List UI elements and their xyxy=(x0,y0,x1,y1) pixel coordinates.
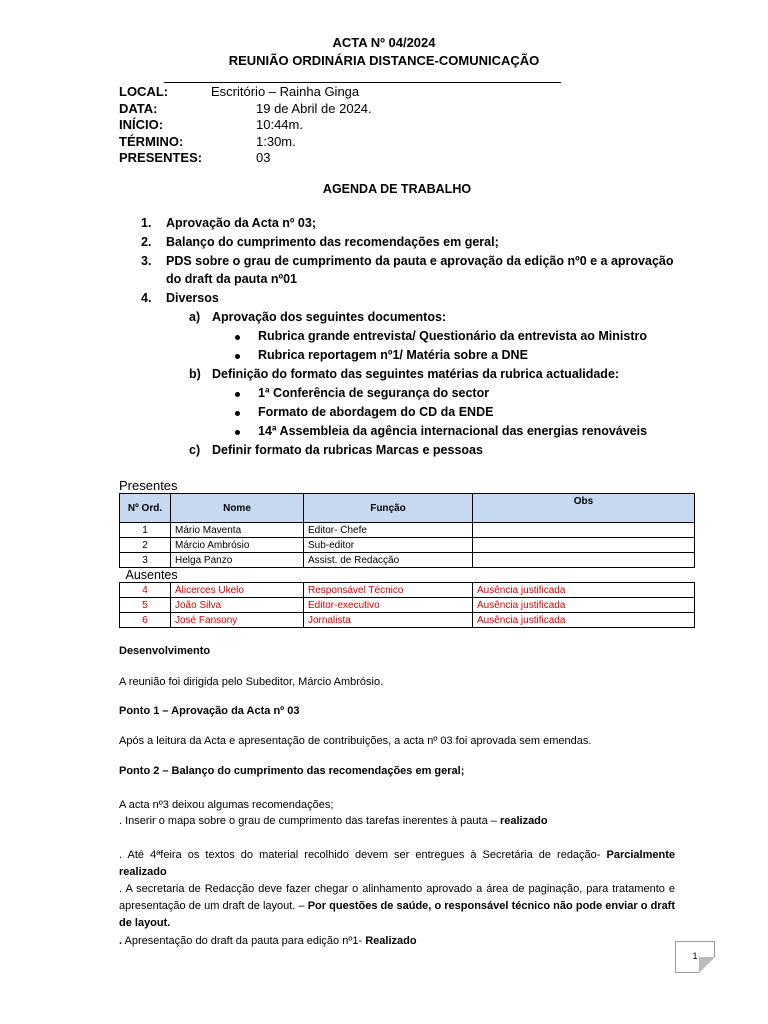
recommendation-item: . Inserir o mapa sobre o grau de cumprimento das tarefas inerentes à pauta – realizado xyxy=(119,815,548,827)
ausentes-heading-row xyxy=(120,568,695,583)
recommendation-item: . Apresentação do draft da pauta para edição nº1- Realizado xyxy=(119,935,417,947)
data-value: 19 de Abril de 2024. xyxy=(256,101,372,116)
presentes-label: PRESENTES: xyxy=(119,150,203,165)
title-divider xyxy=(164,82,561,83)
document-subtitle: REUNIÃO ORDINÁRIA DISTANCE-COMUNICAÇÃO xyxy=(228,53,540,68)
table-row: 5 João Silva Editor-executivo Ausência justificada xyxy=(120,598,695,613)
local-value: Escritório – Rainha Ginga xyxy=(211,84,360,99)
intro-paragraph: A reunião foi dirigida pelo Subeditor, Márcio Ambrósio. xyxy=(119,676,384,688)
bullet-icon xyxy=(235,354,240,359)
ausentes-heading: Ausentes xyxy=(120,568,695,583)
agenda-title: AGENDA DE TRABALHO xyxy=(322,182,472,196)
table-row: 2 Márcio Ambrósio Sub-editor xyxy=(120,538,695,553)
table-row: 1 Mário Maventa Editor- Chefe xyxy=(120,523,695,538)
inicio-label: INÍCIO: xyxy=(119,117,164,132)
header-ord: Nº Ord. xyxy=(120,494,171,523)
bullet-icon xyxy=(235,335,240,340)
attendance-table xyxy=(119,493,695,628)
page-number-badge: 1 xyxy=(675,941,715,973)
header-nome: Nome xyxy=(171,494,304,523)
ponto1-paragraph: Após a leitura da Acta e apresentação de contribuições, a acta nº 03 foi aprovada sem emendas. xyxy=(119,735,592,747)
document-page: ACTA Nº 04/2024 REUNIÃO ORDINÁRIA DISTANCE-COMUNICAÇÃO LOCAL: Escritório – Rainha Ginga DATA: 19 de Abril de 2024. INÍCIO: 10:44m. TÉRMINO: 1:30m. PRESENTES: 03 AGENDA DE TRABALHO 1. Aprovação da Acta nº 03; 2. Balanço do cumprimento das recomendações em geral; 3. PDS sobre o grau de cumprimento da pauta e aprovação da edição nº0 e a aprovação do draft da pauta nº01 4. Diversos a) Aprovação dos seguintes documentos: Rubrica grande entrevista/ Questionário da entrevista ao Ministro Rubrica reportagem nº1/ Matéria sobre a DNE b) Definição do formato das seguintes matérias da rubrica actualidade: 1ª Conferência de segurança do sector Formato de abordagem do CD da ENDE 14ª Assembleia da agência internacional das energias renováveis c) Definir formato da rubricas Marcas e pessoas Presentes Nº Ord. Nome Função Obs 1 Mário Maventa Editor- Chefe 2 Márcio Ambrósio Sub-editor 3 Helga Panzo Assist. de Redacção Ausentes 4 Alicerces Ukelo Responsável Técnico Ausência justificada 5 João Silva Editor-executivo Ausência justificada 6 José Fansony Jornalista Ausência justificada Desenvolvimento A reunião foi dirigida pelo Subeditor, Márcio Ambrósio. Ponto 1 – Aprovação da Acta nº 03 Após a leitura da Acta e apresentação de contribuições, a acta nº 03 foi aprovada sem emendas. Ponto 2 – Balanço do cumprimento das recomendações em geral; A acta nº3 deixou algumas recomendações; . Inserir o mapa sobre o grau de cumprimento das tarefas inerentes à pauta – realizado . Até 4ªfeira os textos do material recolhido devem ser entregues à Secretária de redação- Parcialmente realizado . A secretaria de Redacção deve fazer chegar o alinhamento aprovado a área de paginação, para tratamento e apresentação de um draft de layout. – Por questões de saúde, o responsável técnico não pode enviar o draft de layout. . Apresentação do draft da pauta para edição nº1- Realizado 1 xyxy=(0,0,768,1024)
presentes-value: 03 xyxy=(256,150,271,165)
inicio-value: 10:44m. xyxy=(256,117,303,132)
table-row: 6 José Fansony Jornalista Ausência justificada xyxy=(120,613,695,628)
ponto1-heading: Ponto 1 – Aprovação da Acta nº 03 xyxy=(119,705,300,717)
bullet-icon xyxy=(235,430,240,435)
presentes-heading: Presentes xyxy=(119,478,178,493)
agenda-bullet: Rubrica reportagem nº1/ Matéria sobre a DNE xyxy=(258,348,528,362)
data-label: DATA: xyxy=(119,101,158,116)
agenda-bullet: Formato de abordagem do CD da ENDE xyxy=(258,405,494,419)
bullet-icon xyxy=(235,392,240,397)
ponto2-intro: A acta nº3 deixou algumas recomendações; xyxy=(119,799,334,811)
agenda-bullet: Rubrica grande entrevista/ Questionário da entrevista ao Ministro xyxy=(258,329,647,343)
page-fold-icon xyxy=(699,957,715,973)
recommendation-item: . Até 4ªfeira os textos do material recolhido devem ser entregues à Secretária de redação- Parcialmente realizado xyxy=(119,849,675,878)
termino-label: TÉRMINO: xyxy=(119,134,184,149)
document-title: ACTA Nº 04/2024 xyxy=(332,35,436,50)
termino-value: 1:30m. xyxy=(256,134,296,149)
bullet-icon xyxy=(235,411,240,416)
recommendation-item: . A secretaria de Redacção deve fazer chegar o alinhamento aprovado a área de paginação, para tratamento e apresentação de um draft de layout. – Por questões de saúde, o responsável técnico não pode enviar o draft de layout. xyxy=(119,883,676,929)
table-row: 3 Helga Panzo Assist. de Redacção xyxy=(120,553,695,568)
table-row: 4 Alicerces Ukelo Responsável Técnico Ausência justificada xyxy=(120,583,695,598)
agenda-bullet: 1ª Conferência de segurança do sector xyxy=(258,386,490,400)
header-funcao: Função xyxy=(304,494,473,523)
section-heading-desenvolvimento: Desenvolvimento xyxy=(119,645,211,657)
table-header-row xyxy=(120,494,695,523)
local-label: LOCAL: xyxy=(119,84,169,99)
agenda-bullet: 14ª Assembleia da agência internacional das energias renováveis xyxy=(258,424,648,438)
header-obs: Obs xyxy=(473,494,695,523)
ponto2-heading: Ponto 2 – Balanço do cumprimento das recomendações em geral; xyxy=(119,765,465,777)
